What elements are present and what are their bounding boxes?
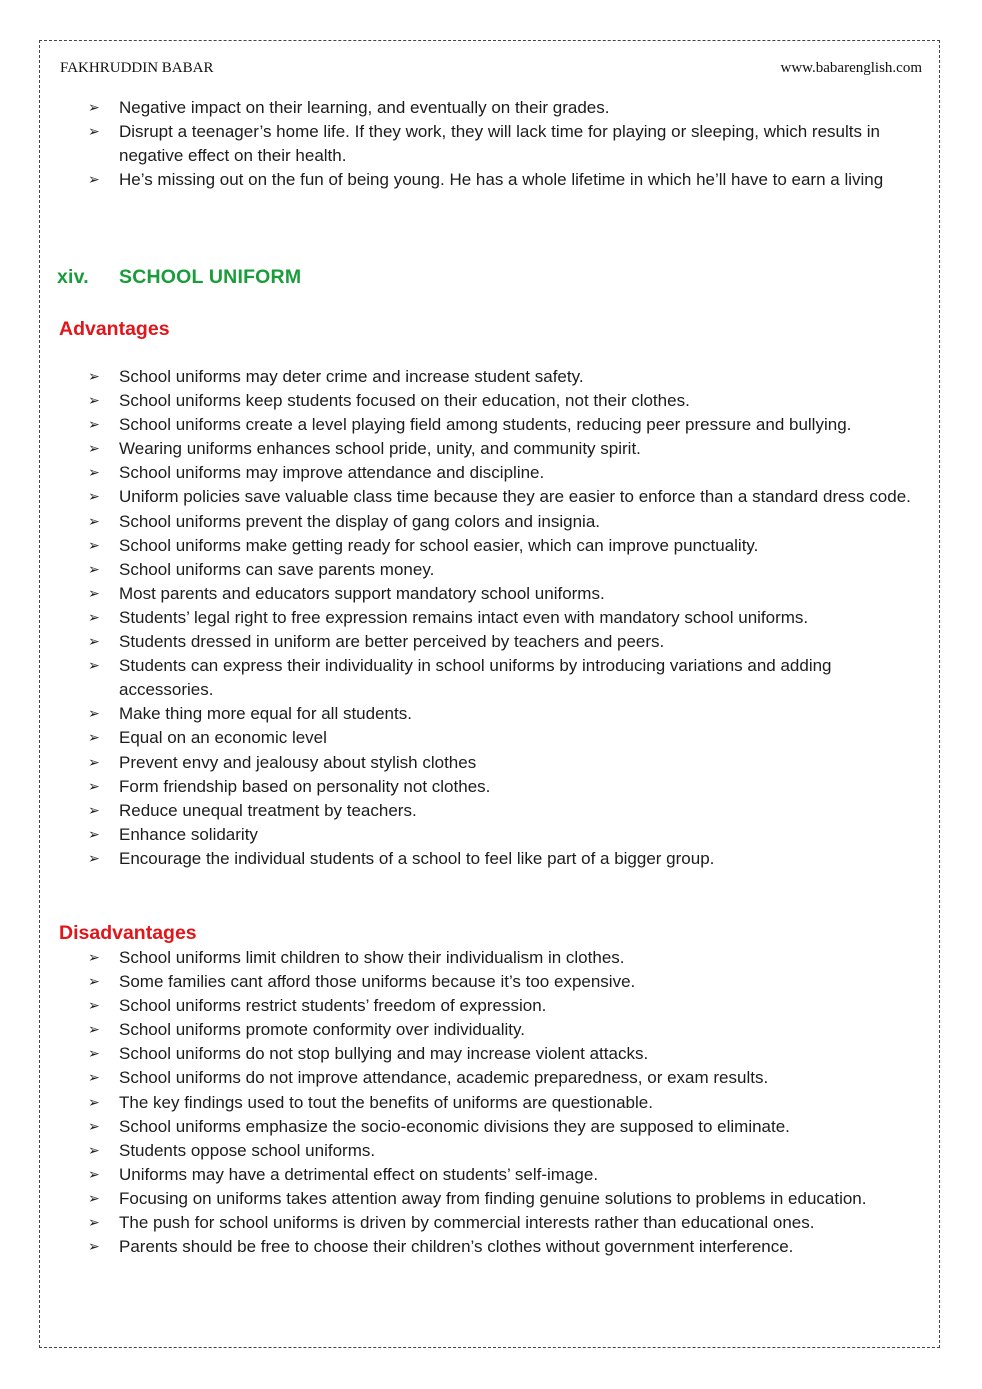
list-item-text: School uniforms promote conformity over individuality. (119, 1020, 525, 1040)
arrowhead-bullet-icon: ➢ (88, 369, 100, 385)
list-item (88, 823, 928, 847)
list-item (88, 365, 928, 389)
list-item (88, 1235, 928, 1259)
arrowhead-bullet-icon: ➢ (88, 634, 100, 651)
list-item-text: Make thing more equal for all students. (119, 704, 412, 724)
arrowhead-bullet-icon: ➢ (88, 441, 100, 458)
arrowhead-bullet-icon: ➢ (88, 100, 100, 116)
list-item-text: Uniforms may have a detrimental effect on students’ self-image. (119, 1164, 599, 1184)
list-item (88, 389, 928, 413)
list-item-text: Uniform policies save valuable class time because they are easier to enforce than a standard dress code. (119, 487, 911, 507)
arrowhead-bullet-icon: ➢ (88, 706, 100, 723)
list-item (88, 461, 928, 485)
list-item (88, 485, 928, 509)
list-item (88, 654, 928, 702)
list-item (88, 775, 928, 799)
list-item-text: Enhance solidarity (119, 824, 258, 844)
list-item (88, 1115, 928, 1139)
arrowhead-bullet-icon: ➢ (88, 393, 100, 410)
list-item (88, 168, 928, 192)
list-item (88, 510, 928, 534)
list-item (88, 120, 928, 168)
advantages-heading: Advantages (59, 318, 170, 340)
list-item (88, 534, 928, 558)
arrowhead-bullet-icon: ➢ (88, 850, 100, 867)
arrowhead-bullet-icon: ➢ (88, 1118, 100, 1135)
list-item-text: Reduce unequal treatment by teachers. (119, 800, 417, 820)
list-item-text: School uniforms restrict students’ freedom of expression. (119, 996, 547, 1016)
list-item-text: School uniforms may improve attendance and discipline. (119, 463, 545, 483)
arrowhead-bullet-icon: ➢ (88, 1142, 100, 1159)
list-item (88, 1187, 928, 1211)
arrowhead-bullet-icon: ➢ (88, 513, 100, 530)
list-item-text: The push for school uniforms is driven by commercial interests rather than educational ones. (119, 1213, 815, 1233)
list-item (88, 1139, 928, 1163)
list-item-text: Students can express their individuality in school uniforms by introducing variations and adding accessories. (119, 656, 832, 700)
list-item-text: School uniforms do not stop bullying and may increase violent attacks. (119, 1044, 649, 1064)
arrowhead-bullet-icon: ➢ (88, 998, 100, 1015)
list-item (88, 1018, 928, 1042)
list-item-text: Parents should be free to choose their children’s clothes without government interference. (119, 1237, 794, 1257)
list-item (88, 1091, 928, 1115)
arrowhead-bullet-icon: ➢ (88, 802, 100, 819)
disadvantages-list-block (88, 946, 928, 1259)
list-item-text: He’s missing out on the fun of being young. He has a whole lifetime in which he’ll have to earn a living (119, 170, 884, 190)
list-item-text: Wearing uniforms enhances school pride, unity, and community spirit. (119, 439, 641, 459)
list-item-text: Encourage the individual students of a school to feel like part of a bigger group. (119, 848, 715, 868)
section-heading (57, 266, 301, 289)
list-item (88, 1066, 928, 1090)
arrowhead-bullet-icon: ➢ (88, 561, 100, 578)
list-item-text: Negative impact on their learning, and eventually on their grades. (119, 98, 610, 117)
disadvantages-heading: Disadvantages (59, 922, 197, 944)
author-name: FAKHRUDDIN BABAR (60, 60, 214, 76)
list-item-text: Prevent envy and jealousy about stylish clothes (119, 752, 477, 772)
list-item (88, 413, 928, 437)
list-item-text: School uniforms prevent the display of gang colors and insignia. (119, 511, 601, 531)
arrowhead-bullet-icon: ➢ (88, 1046, 100, 1063)
list-item-text: Equal on an economic level (119, 728, 327, 748)
arrowhead-bullet-icon: ➢ (88, 537, 100, 554)
list-item-text: The key findings used to tout the benefits of uniforms are questionable. (119, 1092, 653, 1112)
list-item-text: School uniforms create a level playing field among students, reducing peer pressure and bullying. (119, 415, 852, 435)
list-item-text: School uniforms make getting ready for school easier, which can improve punctuality. (119, 535, 759, 555)
list-item (88, 1163, 928, 1187)
list-item (88, 437, 928, 461)
list-item-text: Most parents and educators support mandatory school uniforms. (119, 583, 605, 603)
section-number: xiv. (57, 266, 89, 288)
list-item-text: School uniforms may deter crime and increase student safety. (119, 367, 584, 386)
list-item-text: Some families cant afford those uniforms because it’s too expensive. (119, 972, 636, 992)
arrowhead-bullet-icon: ➢ (88, 585, 100, 602)
list-item (88, 606, 928, 630)
list-item-text: Students oppose school uniforms. (119, 1140, 376, 1160)
list-item (88, 946, 928, 970)
arrowhead-bullet-icon: ➢ (88, 974, 100, 991)
list-item (88, 994, 928, 1018)
arrowhead-bullet-icon: ➢ (88, 826, 100, 843)
advantages-list-block (88, 365, 928, 871)
arrowhead-bullet-icon: ➢ (88, 730, 100, 747)
arrowhead-bullet-icon: ➢ (88, 124, 100, 141)
list-item (88, 847, 928, 871)
continued-bullet-list (88, 96, 928, 192)
arrowhead-bullet-icon: ➢ (88, 1215, 100, 1232)
list-item (88, 970, 928, 994)
list-item-text: Disrupt a teenager’s home life. If they work, they will lack time for playing or sleeping, which results in negative effect on their health. (119, 122, 880, 166)
page-header (60, 60, 922, 82)
list-item (88, 702, 928, 726)
list-item-text: School uniforms emphasize the socio-economic divisions they are supposed to eliminate. (119, 1116, 790, 1136)
list-item-text: Students dressed in uniform are better perceived by teachers and peers. (119, 632, 665, 652)
list-item-text: School uniforms keep students focused on their education, not their clothes. (119, 391, 690, 411)
list-item (88, 582, 928, 606)
list-item (88, 799, 928, 823)
arrowhead-bullet-icon: ➢ (88, 609, 100, 626)
website-url: www.babarenglish.com (780, 60, 922, 76)
arrowhead-bullet-icon: ➢ (88, 417, 100, 434)
arrowhead-bullet-icon: ➢ (88, 1094, 100, 1111)
list-item-text: School uniforms can save parents money. (119, 559, 435, 579)
list-item (88, 558, 928, 582)
continued-list-block (88, 96, 928, 192)
advantages-bullet-list (88, 365, 928, 871)
list-item-text: School uniforms do not improve attendance, academic preparedness, or exam results. (119, 1068, 769, 1088)
section-title: SCHOOL UNIFORM (119, 266, 302, 288)
arrowhead-bullet-icon: ➢ (88, 1070, 100, 1087)
arrowhead-bullet-icon: ➢ (88, 1022, 100, 1039)
list-item (88, 726, 928, 750)
arrowhead-bullet-icon: ➢ (88, 172, 100, 189)
list-item (88, 630, 928, 654)
list-item (88, 1042, 928, 1066)
list-item (88, 1211, 928, 1235)
arrowhead-bullet-icon: ➢ (88, 1190, 100, 1207)
list-item-text: Form friendship based on personality not clothes. (119, 776, 491, 796)
list-item-text: Focusing on uniforms takes attention away from finding genuine solutions to problems in education. (119, 1188, 867, 1208)
arrowhead-bullet-icon: ➢ (88, 1166, 100, 1183)
disadvantages-bullet-list (88, 946, 928, 1259)
arrowhead-bullet-icon: ➢ (88, 658, 100, 675)
list-item (88, 96, 928, 120)
arrowhead-bullet-icon: ➢ (88, 950, 100, 966)
arrowhead-bullet-icon: ➢ (88, 754, 100, 771)
list-item-text: Students’ legal right to free expression remains intact even with mandatory school uniforms. (119, 607, 809, 627)
list-item (88, 751, 928, 775)
list-item-text: School uniforms limit children to show their individualism in clothes. (119, 948, 625, 967)
arrowhead-bullet-icon: ➢ (88, 1239, 100, 1256)
arrowhead-bullet-icon: ➢ (88, 489, 100, 506)
arrowhead-bullet-icon: ➢ (88, 465, 100, 482)
arrowhead-bullet-icon: ➢ (88, 778, 100, 795)
